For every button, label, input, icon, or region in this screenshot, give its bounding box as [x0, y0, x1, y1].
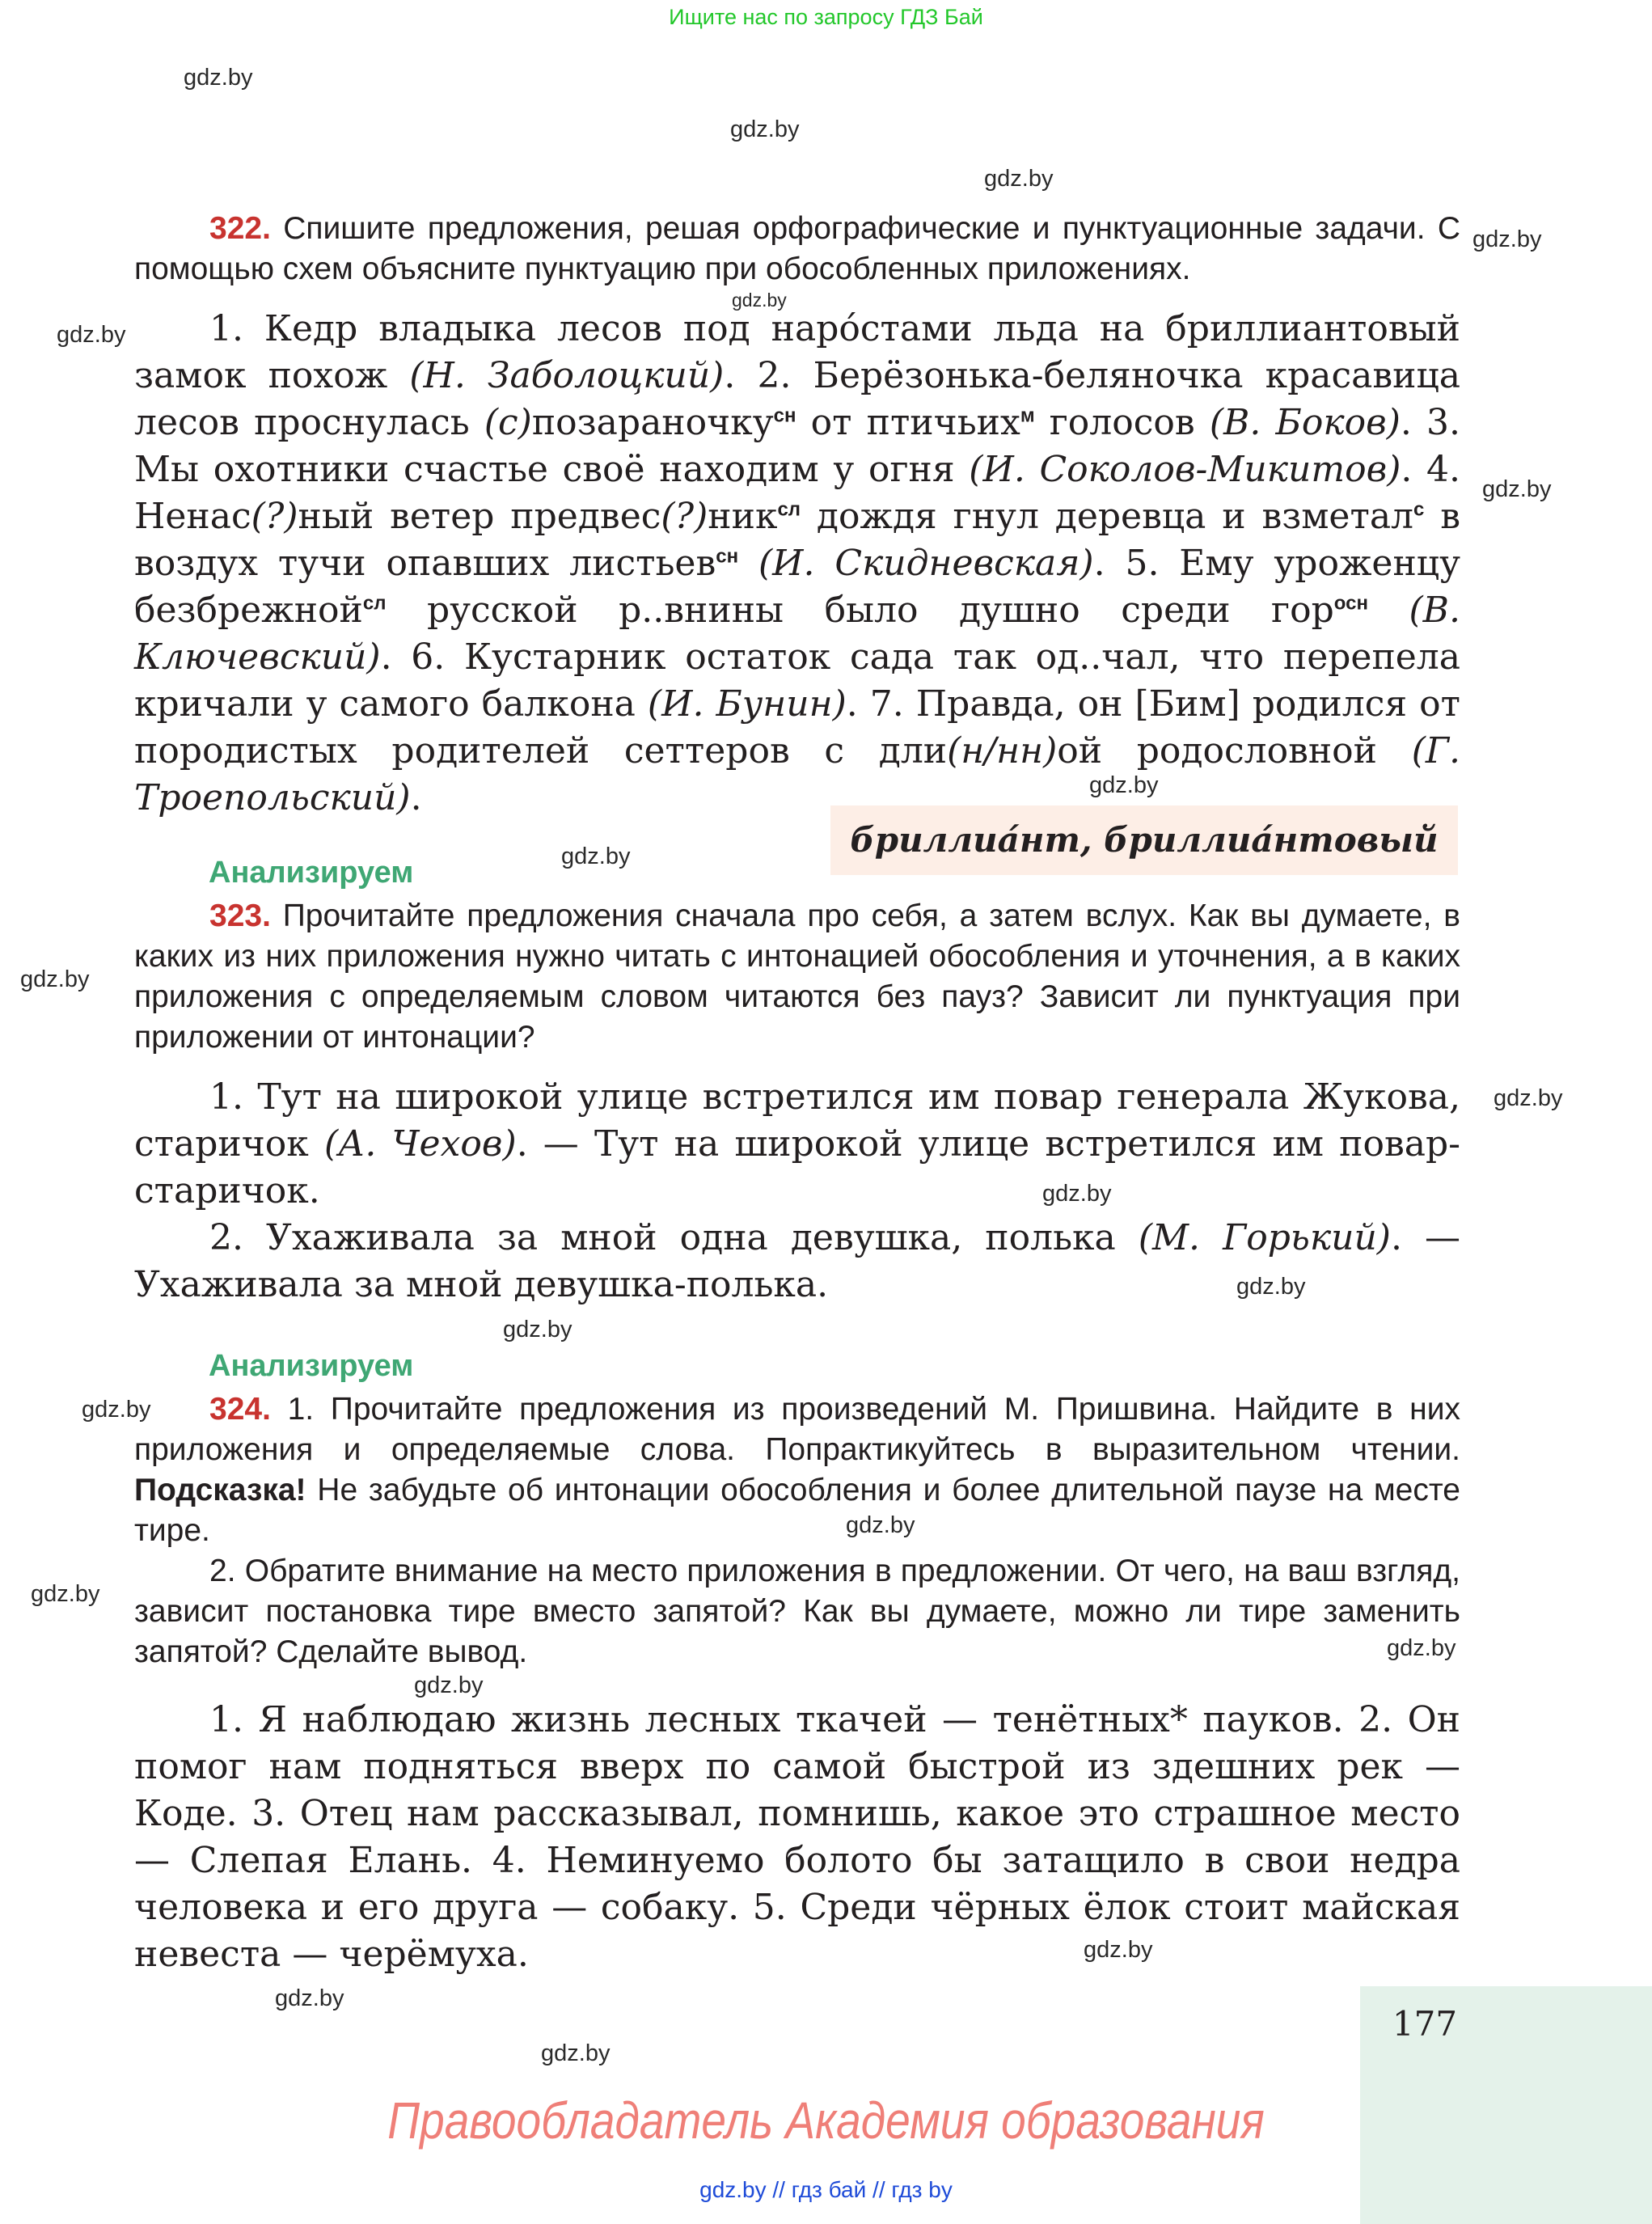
watermark: gdz.by [1387, 1635, 1456, 1661]
exercise-324-instruction-2: 2. Обратите внимание на место приложения в предложении. От чего, на ваш взгляд, зависит постановка тире вместо запятой? Как вы думаете, можно ли тире заменить запятой? Сделайте вывод. [134, 1554, 1460, 1669]
watermark: gdz.by [984, 166, 1054, 192]
exercise-322-text: 1. Кедр владыка лесов под наро́стами льда на бриллиантовый замок похож (Н. Заболоцкий). 2. Берёзонька-беляночка красавица лесов проснулась (с)позараночку$^{сн}$ от птичьих$^м$ голосов (В. Боков). 3. Мы охотники счастье своё находим у огня (И. Соколов-Микитов). 4. Ненас(?)ный ветер предвес(?)ник$^{сл}$ дождя гнул деревца и взметал$^с$ в воздух тучи опавших листьев$^{сн}$ (И. Скидневская). 5. Ему уроженцу безбрежной$^{сл}$ русской р..внины было душно среди гор$^{осн}$ (В. Ключевский). 6. Кустарник остаток сада так од..чал, что перепела кричали у самого балкона (И. Бунин). 7. Правда, он [Бим] родился от породистых родителей сеттеров с дли(н/нн)ой родословной (Г. Троепольский). [134, 308, 1461, 818]
top-banner[interactable]: Ищите нас по запросу ГДЗ Бай [669, 5, 983, 29]
watermark: gdz.by [31, 1581, 100, 1607]
watermark: gdz.by [1472, 226, 1542, 252]
exercise-number: 323. [209, 898, 271, 933]
exercise-324-instruction-1: 324. 1. Прочитайте предложения из произведений М. Пришвина. Найдите в них приложения и определяемые слова. Попрактикуйтесь в выразительном чтении. Подсказка! Не забудьте об интонации обособления и более длительной паузе на месте тире. [134, 1392, 1460, 1548]
watermark: gdz.by [1042, 1181, 1112, 1207]
exercise-322-instruction: 322. Спишите предложения, решая орфографические и пунктуационные задачи. С помощью схем объясните пунктуацию при обособленных приложениях. [134, 211, 1461, 286]
watermark: gdz.by [275, 1985, 344, 2011]
watermark: gdz.by [730, 116, 800, 142]
watermark: gdz.by [1494, 1085, 1563, 1111]
exercise-number: 322. [209, 211, 271, 246]
bottom-links[interactable]: gdz.by // гдз бай // гдз by [699, 2177, 953, 2202]
copyright-notice: Правообладатель Академия образования [387, 2091, 1265, 2150]
hint-label: Подсказка! [134, 1473, 306, 1507]
watermark: gdz.by [1089, 772, 1159, 798]
exercise-number: 324. [209, 1392, 271, 1427]
watermark: gdz.by [57, 322, 126, 348]
watermark: gdz.by [184, 65, 253, 91]
watermark: gdz.by [414, 1672, 484, 1698]
section-heading: Анализируем [209, 1349, 414, 1383]
watermark: gdz.by [82, 1397, 151, 1423]
watermark: gdz.by [20, 966, 90, 992]
watermark: gdz.by [846, 1512, 915, 1538]
watermark: gdz.by [1482, 476, 1552, 502]
exercise-323-text: 1. Тут на широкой улице встретился им повар генерала Жукова, старичок (А. Чехов). — Тут на широкой улице встретился им повар-старичок. 2. Ухаживала за мной одна девушка, полька (М. Горький). — Ухаживала за мной девушка-полька. [134, 1076, 1461, 1305]
exercise-323-instruction: 323. Прочитайте предложения сначала про себя, а затем вслух. Как вы думаете, в каких из них приложения нужно читать с интонацией обособления и уточнения, а в каких приложения с определяемым словом читаются без пауз? Зависит ли пунктуация при приложении от интонации? [134, 898, 1460, 1055]
section-heading: Анализируем [209, 856, 414, 890]
page-number: 177 [1392, 2004, 1458, 2044]
watermark: gdz.by [732, 290, 787, 311]
watermark: gdz.by [1084, 1937, 1153, 1963]
exercise-324-text: 1. Я наблюдаю жизнь лесных ткачей — тенётных* пауков. 2. Он помог нам подняться вверх по самой быстрой из здешних рек — Коде. 3. Отец нам рассказывал, помнишь, какое это страшное место — Слепая Елань. 4. Неминуемо болото бы затащило в свои недра человека и его друга — собаку. 5. Среди чёрных ёлок стоит майская невеста — черёмуха. [134, 1699, 1460, 1975]
watermark: gdz.by [561, 844, 631, 869]
watermark: gdz.by [1236, 1274, 1306, 1300]
vocabulary-box: бриллиа́нт, бриллиа́нтовый [830, 805, 1458, 875]
watermark: gdz.by [503, 1317, 572, 1342]
watermark: gdz.by [541, 2040, 611, 2066]
